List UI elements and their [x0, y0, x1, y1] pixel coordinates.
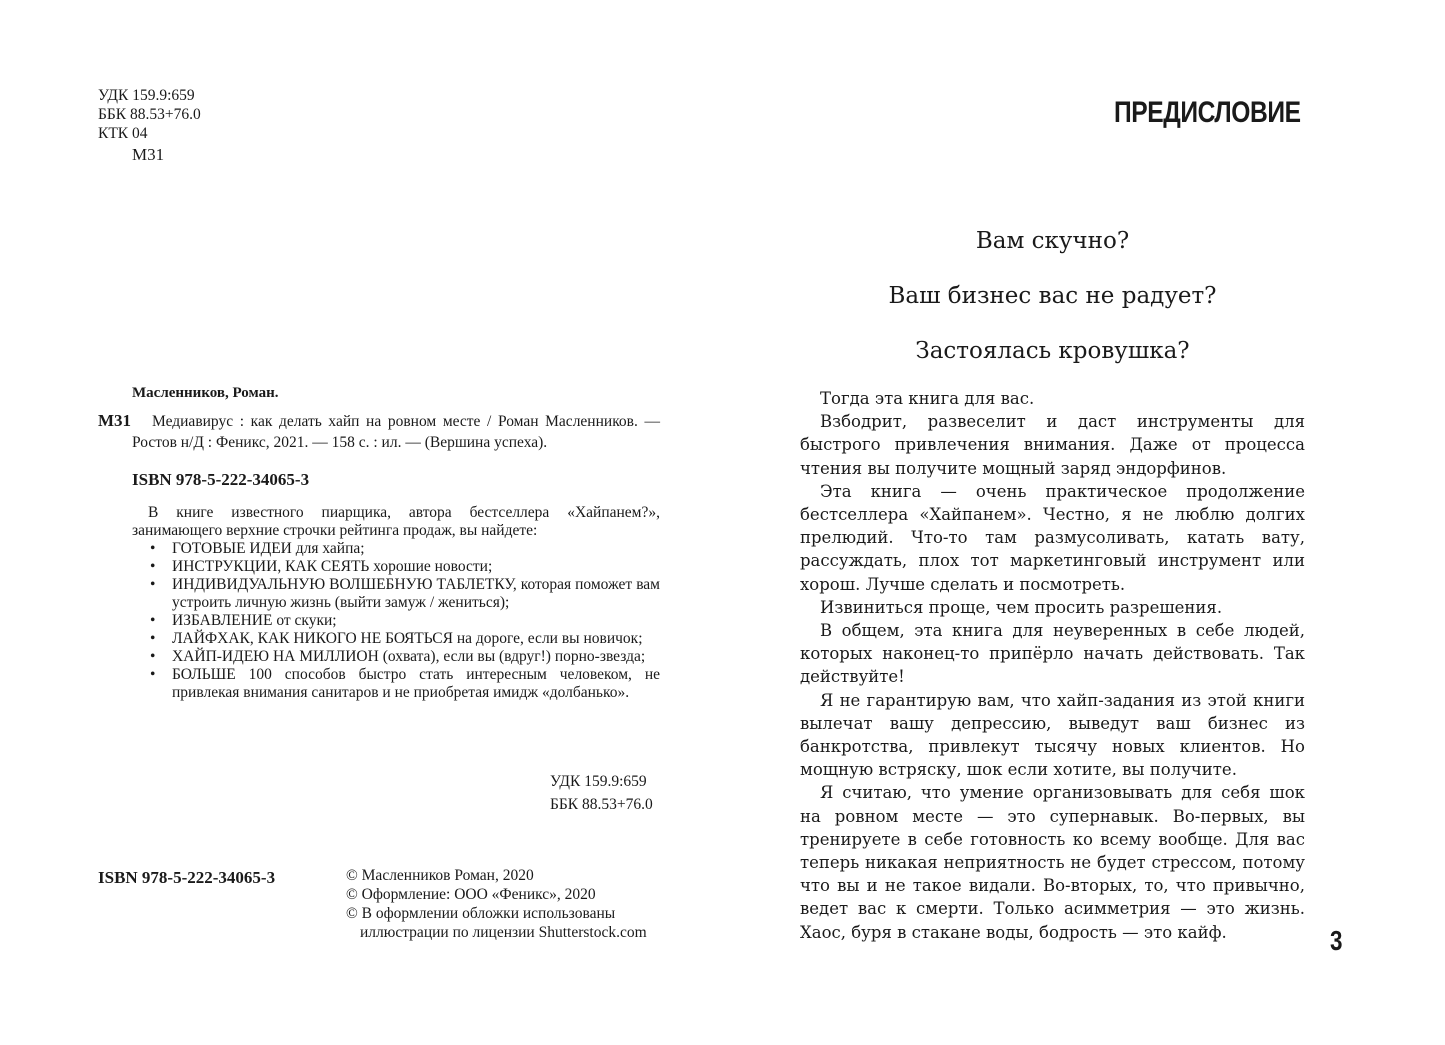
paragraph: Тогда эта книга для вас. [820, 389, 1035, 408]
paragraph: Взбодрит, развеселит и даст инструменты для быстрого привлечения внимания. Даже от процесса чтения вы получите мощный заряд эндорфинов. [800, 412, 1305, 478]
udk-code: УДК 159.9:659 [98, 87, 195, 104]
intro-questions [800, 226, 1305, 391]
copyright-line: © Оформление: ООО «Феникс», 2020 [346, 886, 596, 903]
bullet: • [150, 576, 156, 593]
question-line: Вам скучно? [975, 228, 1130, 254]
bullet: • [150, 648, 156, 665]
list-item: • ИНСТРУКЦИИ, КАК СЕЯТЬ хорошие новости; [150, 558, 493, 575]
copyright-line: © Масленников Роман, 2020 [346, 867, 534, 884]
copyright-line: иллюстрации по лицензии Shutterstock.com [360, 924, 647, 941]
bbk-code: ББК 88.53+76.0 [98, 106, 201, 123]
author-mark-label: М31 [98, 411, 132, 430]
paragraph: Я считаю, что умение организовывать для себя шок на ровном месте — это супернавык. Во-первых, вы тренируете в себе готовность ко всему вообще. Для вас теперь никакая неприятность не будет стрессом, потому что вы и не такое видали. Во-вторых, то, что привычно, ведет вас к смерти. Только асимметрия — это жизнь. Хаос, буря в стакане воды, бодрость — это кайф. [800, 783, 1305, 942]
page-title: ПРЕДИСЛОВИЕ [1114, 96, 1301, 129]
list-item: • ИНДИВИДУАЛЬНУЮ ВОЛШЕБНУЮ ТАБЛЕТКУ, которая поможет вам устроить личную жизнь (выйти замуж / жениться); [150, 576, 660, 611]
bottom-classification-codes [550, 770, 653, 816]
udk-code-bottom: УДК 159.9:659 [550, 773, 647, 790]
classification-codes [98, 86, 201, 166]
paragraph: Я не гарантирую вам, что хайп-задания из этой книги вылечат вашу депрессию, выведут ваш бизнес из банкротства, привлекут тысячу новых клиентов. Но мощную встряску, шок если хотите, вы получите. [800, 690, 1305, 780]
annotation-list [150, 540, 660, 702]
ktk-code: КТК 04 [98, 125, 148, 142]
list-item: • ИЗБАВЛЕНИЕ от скуки; [150, 612, 337, 629]
bullet: • [150, 558, 156, 575]
bibliographic-record: Медиавирус : как делать хайп на ровном месте / Роман Масленников. — Ростов н/Д : Феникс, 2021. — 158 с. : ил. — (Вершина успеха). [132, 413, 660, 451]
list-item: • ХАЙП-ИДЕЮ НА МИЛЛИОН (охвата), если вы (вдруг!) порно-звезда; [150, 648, 646, 665]
copyright-line: © В оформлении обложки использованы [346, 905, 616, 922]
bullet: • [150, 630, 156, 647]
list-item: • ГОТОВЫЕ ИДЕИ для хайпа; [150, 540, 365, 557]
isbn-bottom: ISBN 978-5-222-34065-3 [98, 868, 276, 887]
copyright-block [346, 866, 647, 942]
author-name: Масленников, Роман. [132, 385, 279, 401]
page-number: 3 [1330, 925, 1343, 956]
isbn: ISBN 978-5-222-34065-3 [132, 470, 310, 489]
bullet: • [150, 540, 156, 557]
list-item: • БОЛЬШЕ 100 способов быстро стать интересным человеком, не привлекая внимания санитаров и не приобретая имидж «долбанько». [150, 666, 660, 701]
bullet: • [150, 666, 156, 683]
question-line: Ваш бизнес вас не радует? [888, 283, 1217, 309]
bullet: • [150, 612, 156, 629]
annotation-intro: В книге известного пиарщика, автора бестселлера «Хайпанем?», занимающего верхние строчки рейтинга продаж, вы найдете: [132, 504, 660, 539]
preface-body [800, 387, 1305, 944]
list-item: • ЛАЙФХАК, КАК НИКОГО НЕ БОЯТЬСЯ на дороге, если вы новичок; [150, 630, 643, 647]
question-line: Застоялась кровушка? [915, 338, 1190, 364]
bbk-code-bottom: ББК 88.53+76.0 [550, 796, 653, 813]
paragraph: Извиниться проще, чем просить разрешения. [820, 597, 1223, 617]
author-mark: М31 [132, 145, 165, 164]
paragraph: Эта книга — очень практическое продолжение бестселлера «Хайпанем». Честно, я не люблю долгих прелюдий. Что-то там размусоливать, катать вату, рассуждать, плох тот маркетинговый инструмент или хорош. Лучше сделать и посмотреть. [800, 481, 1305, 594]
paragraph: В общем, эта книга для неуверенных в себе людей, которых наконец-то припёрло начать действовать. Так действуйте! [800, 621, 1305, 687]
